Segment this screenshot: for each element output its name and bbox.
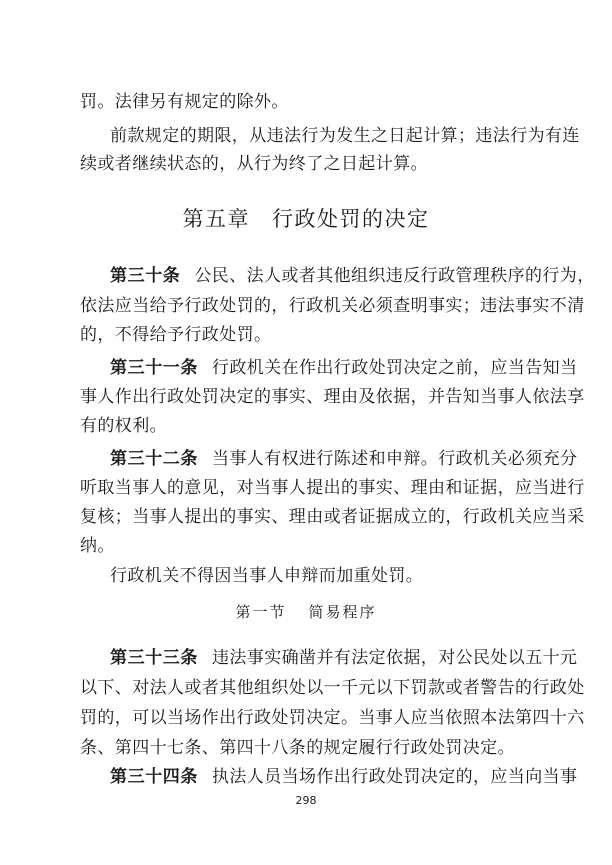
text-line [80, 91, 540, 113]
text-line [80, 324, 540, 346]
text-line-content: 条、第四十七条、第四十八条的规定履行行政处罚决定。 [80, 738, 515, 758]
article-31-label: 第三十一条 [110, 358, 198, 378]
article-32-line [110, 448, 578, 470]
text-line-content: 行政机关不得因当事人申辩而加重处罚。 [110, 566, 424, 586]
text-line-content: 罚。法律另有规定的除外。 [80, 92, 289, 112]
article-30-line [110, 265, 595, 287]
text-line-content: 听取当事人的意见，对当事人提出的事实、理由和证据，应当进行 [80, 478, 585, 498]
text-line-content: 前款规定的期限，从违法行为发生之日起计算；违法行为有连 [110, 126, 580, 146]
text-line [80, 737, 540, 759]
text-line-content: 的，不得给予行政处罚。 [80, 325, 272, 345]
article-33-line [110, 647, 578, 669]
text-line-content: 事人作出行政处罚决定的事实、理由及依据，并告知当事人依法享 [80, 387, 585, 407]
text-line-content: 续或者继续状态的，从行为终了之日起计算。 [80, 154, 428, 174]
chapter-number: 第五章 [182, 207, 250, 231]
article-34-line [110, 766, 578, 788]
article-30-label: 第三十条 [110, 266, 181, 286]
text-line [80, 506, 585, 528]
section-number: 第一节 [235, 603, 287, 621]
chapter-heading [0, 203, 612, 233]
text-line [80, 153, 540, 175]
text-line-content: 纳。 [80, 536, 115, 556]
text-line [80, 295, 585, 317]
text-line-content: 公民、法人或者其他组织违反行政管理秩序的行为， [194, 266, 595, 286]
text-line-content: 依法应当给予行政处罚的，行政机关必须查明事实；违法事实不清 [80, 296, 585, 316]
article-32-label: 第三十二条 [110, 449, 198, 469]
text-line [80, 535, 540, 557]
text-line-content: 以下、对法人或者其他组织处以一千元以下罚款或者警告的行政处 [80, 678, 585, 698]
text-line [80, 415, 540, 437]
article-31-line [110, 357, 578, 379]
section-title: 简易程序 [308, 603, 377, 621]
text-line [80, 386, 585, 408]
article-34-label: 第三十四条 [110, 767, 198, 787]
text-line-content: 执法人员当场作出行政处罚决定的，应当向当事 [212, 767, 578, 787]
text-line [80, 477, 585, 499]
text-line [110, 125, 580, 147]
text-line [110, 565, 540, 587]
text-line-content: 当事人有权进行陈述和申辩。行政机关必须充分 [212, 449, 578, 469]
page-number: 298 [295, 794, 317, 807]
text-line [80, 677, 585, 699]
text-line-content: 有的权利。 [80, 416, 167, 436]
text-line-content: 违法事实确凿并有法定依据，对公民处以五十元 [212, 648, 578, 668]
section-heading [0, 601, 612, 622]
text-line-content: 复核；当事人提出的事实、理由或者证据成立的，行政机关应当采 [80, 507, 585, 527]
chapter-title: 行政处罚的决定 [272, 207, 430, 231]
article-33-label: 第三十三条 [110, 648, 198, 668]
text-line [80, 707, 585, 729]
text-line-content: 罚的，可以当场作出行政处罚决定。当事人应当依照本法第四十六 [80, 708, 585, 728]
text-line-content: 行政机关在作出行政处罚决定之前，应当告知当 [212, 358, 578, 378]
